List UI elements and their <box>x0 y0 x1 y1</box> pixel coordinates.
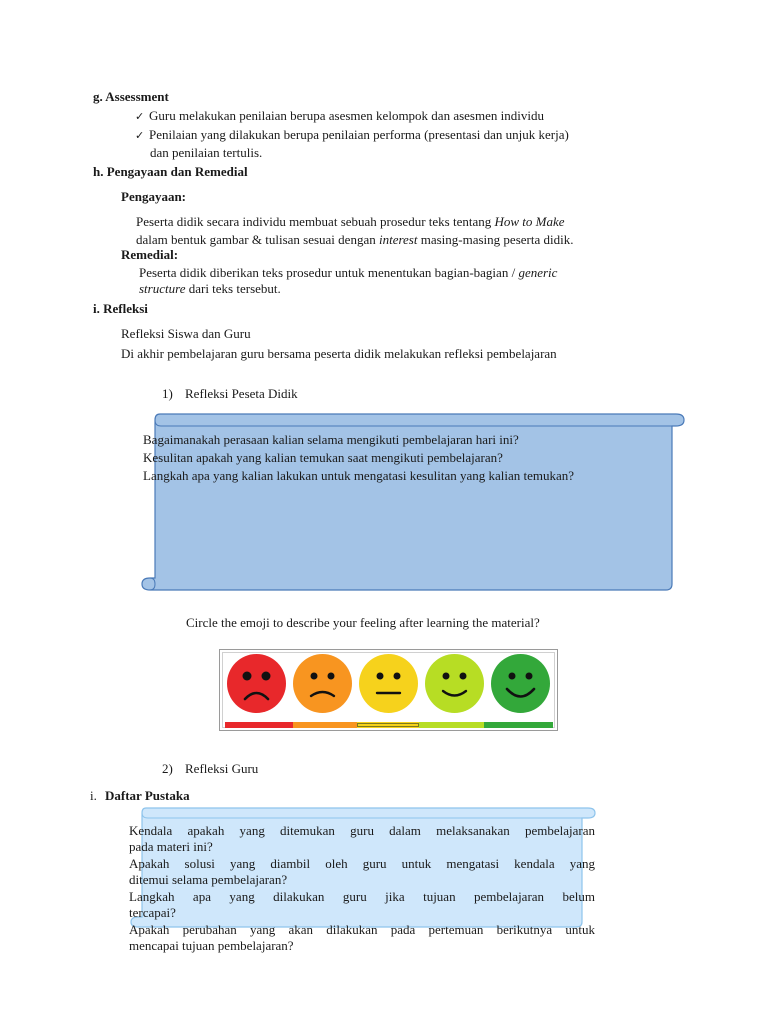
refleksi-peserta-label: Refleksi Peseta Didik <box>185 386 298 401</box>
sad-face-icon[interactable] <box>293 654 352 713</box>
assessment-heading: g. Assessment <box>93 89 169 104</box>
refleksi-heading: i. Refleksi <box>93 301 148 316</box>
pengayaan-remedial-heading: h. Pengayaan dan Remedial <box>93 164 248 179</box>
teacher-question-2-line-2: ditemui selama pembelajaran? <box>129 872 288 887</box>
assessment-item-1: ✓ Guru melakukan penilaian berupa asesmen kelompok dan asesmen individu <box>135 108 544 125</box>
remedial-text-line-1: Peserta didik diberikan teks prosedur untuk menentukan bagian-bagian / generic <box>139 265 558 280</box>
daftar-pustaka-heading: Daftar Pustaka <box>105 788 190 803</box>
teacher-question-1-line-1: Kendala apakah yang ditemukan guru dalam melaksanakan pembelajaran <box>129 823 595 838</box>
student-question-3: Langkah apa yang kalian lakukan untuk mengatasi kesulitan yang kalian temukan? <box>143 468 575 483</box>
teacher-question-3-line-2: tercapai? <box>129 905 176 920</box>
very-sad-face-icon[interactable] <box>227 654 286 713</box>
teacher-question-4-line-1: Apakah perubahan yang akan dilakukan pada pertemuan berikutnya untuk <box>129 922 595 937</box>
refleksi-description: Di akhir pembelajaran guru bersama peserta didik melakukan refleksi pembelajaran <box>121 346 557 361</box>
pengayaan-text-line-2: dalam bentuk gambar & tulisan sesuai dengan interest masing-masing peserta didik. <box>136 232 574 247</box>
student-question-1: Bagaimanakah perasaan kalian selama mengikuti pembelajaran hari ini? <box>143 432 519 447</box>
refleksi-guru-label: Refleksi Guru <box>185 761 259 776</box>
teacher-question-3-line-1: Langkah apa yang dilakukan guru jika tujuan pembelajaran belum <box>129 889 595 904</box>
rating-bar-yellow-outline <box>357 723 419 727</box>
refleksi-guru-num: 2) <box>162 761 173 776</box>
very-happy-face-icon[interactable] <box>491 654 550 713</box>
rating-bar-orange <box>293 722 357 728</box>
teacher-question-4-line-2: mencapai tujuan pembelajaran? <box>129 938 294 953</box>
refleksi-subtitle: Refleksi Siswa dan Guru <box>121 326 251 341</box>
rating-bar-green <box>484 722 553 728</box>
daftar-pustaka-num: i. <box>90 788 97 803</box>
emoji-prompt: Circle the emoji to describe your feeling after learning the material? <box>186 615 540 630</box>
rating-bar-red <box>225 722 293 728</box>
emoji-rating-strip <box>219 649 558 731</box>
refleksi-peserta-num: 1) <box>162 386 173 401</box>
remedial-text-line-2: structure dari teks tersebut. <box>139 281 281 296</box>
pengayaan-label: Pengayaan: <box>121 189 186 204</box>
student-question-2: Kesulitan apakah yang kalian temukan saat mengikuti pembelajaran? <box>143 450 503 465</box>
rating-bar-lime <box>419 722 484 728</box>
pengayaan-text-line-1: Peserta didik secara individu membuat sebuah prosedur teks tentang How to Make <box>136 214 565 229</box>
remedial-label: Remedial: <box>121 247 179 262</box>
neutral-face-icon[interactable] <box>359 654 418 713</box>
teacher-question-1-line-2: pada materi ini? <box>129 839 213 854</box>
happy-face-icon[interactable] <box>425 654 484 713</box>
assessment-item-2: ✓ Penilaian yang dilakukan berupa penilaian performa (presentasi dan unjuk kerja) <box>135 127 569 144</box>
assessment-item-2-continued: dan penilaian tertulis. <box>150 145 263 160</box>
teacher-question-2-line-1: Apakah solusi yang diambil oleh guru untuk mengatasi kendala yang <box>129 856 595 871</box>
